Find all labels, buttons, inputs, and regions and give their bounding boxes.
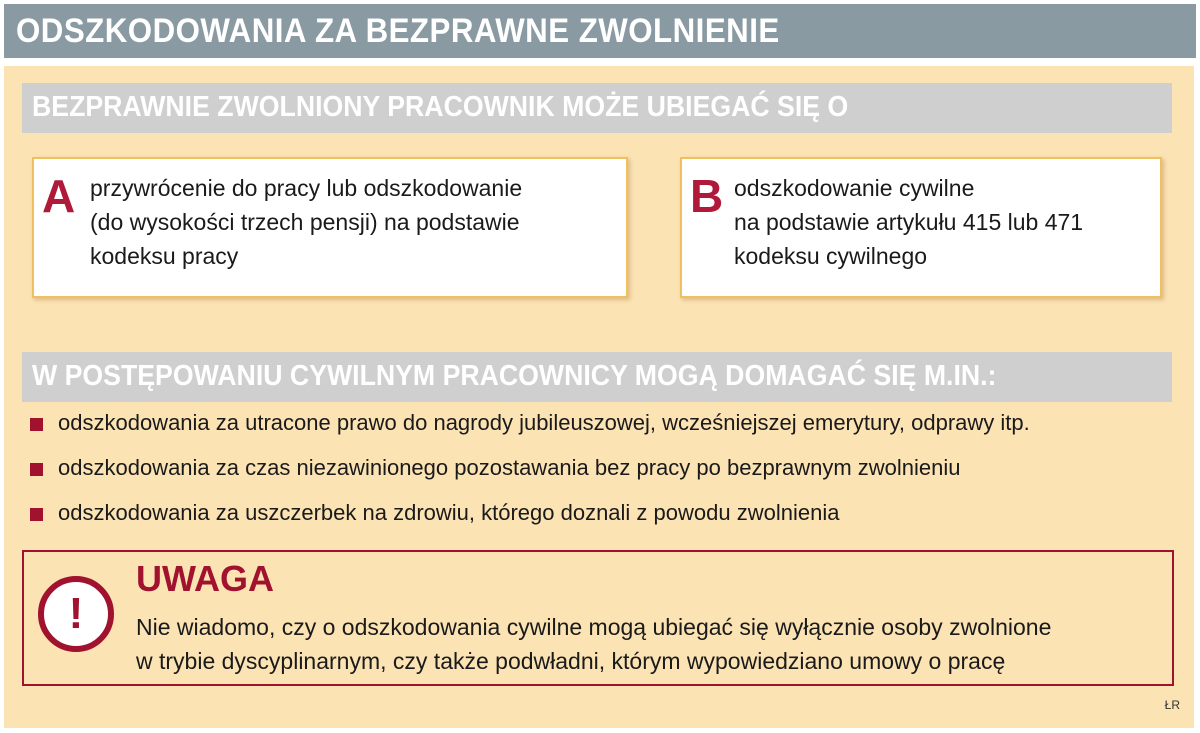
option-line: kodeksu cywilnego xyxy=(734,243,928,269)
warning-line: Nie wiadomo, czy o odszkodowania cywilne mogą ubiegać się wyłącznie osoby zwolnione xyxy=(136,614,1052,640)
bullet-square-icon xyxy=(30,418,43,431)
exclamation-icon: ! xyxy=(38,576,114,652)
claims-list xyxy=(22,406,1172,541)
option-line: kodeksu pracy xyxy=(90,243,239,269)
list-item xyxy=(22,496,1172,541)
option-text xyxy=(734,171,1152,273)
warning-text xyxy=(136,610,1166,678)
option-box-a xyxy=(32,157,628,298)
title-bar xyxy=(4,4,1196,58)
warning-title: UWAGA xyxy=(136,558,274,599)
bullet-square-icon xyxy=(30,508,43,521)
warning-box xyxy=(22,550,1174,686)
option-box-b xyxy=(680,157,1162,298)
warning-line: w trybie dyscyplinarnym, czy także podwładni, którym wypowiedziano umowy o pracę xyxy=(136,648,1006,674)
list-item xyxy=(22,451,1172,496)
page-title: ODSZKODOWANIA ZA BEZPRAWNE ZWOLNIENIE xyxy=(16,12,780,50)
section-heading: W POSTĘPOWANIU CYWILNYM PRACOWNICY MOGĄ DOMAGAĆ SIĘ M.IN.: xyxy=(32,360,997,392)
option-line: (do wysokości trzech pensji) na podstawie xyxy=(90,209,520,235)
list-item-text: odszkodowania za czas niezawinionego pozostawania bez pracy po bezprawnym zwolnieniu xyxy=(58,455,961,480)
section-heading-bar xyxy=(22,352,1172,402)
list-item xyxy=(22,406,1172,451)
option-line: na podstawie artykułu 415 lub 471 xyxy=(734,209,1084,235)
list-item-text: odszkodowania za utracone prawo do nagrody jubileuszowej, wcześniejszej emerytury, odprawy itp. xyxy=(58,410,1030,435)
author-credit: ŁR xyxy=(1164,698,1180,712)
section-heading-bar xyxy=(22,83,1172,133)
section-heading: BEZPRAWNIE ZWOLNIONY PRACOWNIK MOŻE UBIEGAĆ SIĘ O xyxy=(32,91,849,123)
option-letter: A xyxy=(42,170,76,222)
option-line: przywrócenie do pracy lub odszkodowanie xyxy=(90,175,523,201)
option-letter: B xyxy=(690,170,724,222)
option-text xyxy=(90,171,618,273)
bullet-square-icon xyxy=(30,463,43,476)
list-item-text: odszkodowania za uszczerbek na zdrowiu, którego doznali z powodu zwolnienia xyxy=(58,500,840,525)
option-line: odszkodowanie cywilne xyxy=(734,175,975,201)
